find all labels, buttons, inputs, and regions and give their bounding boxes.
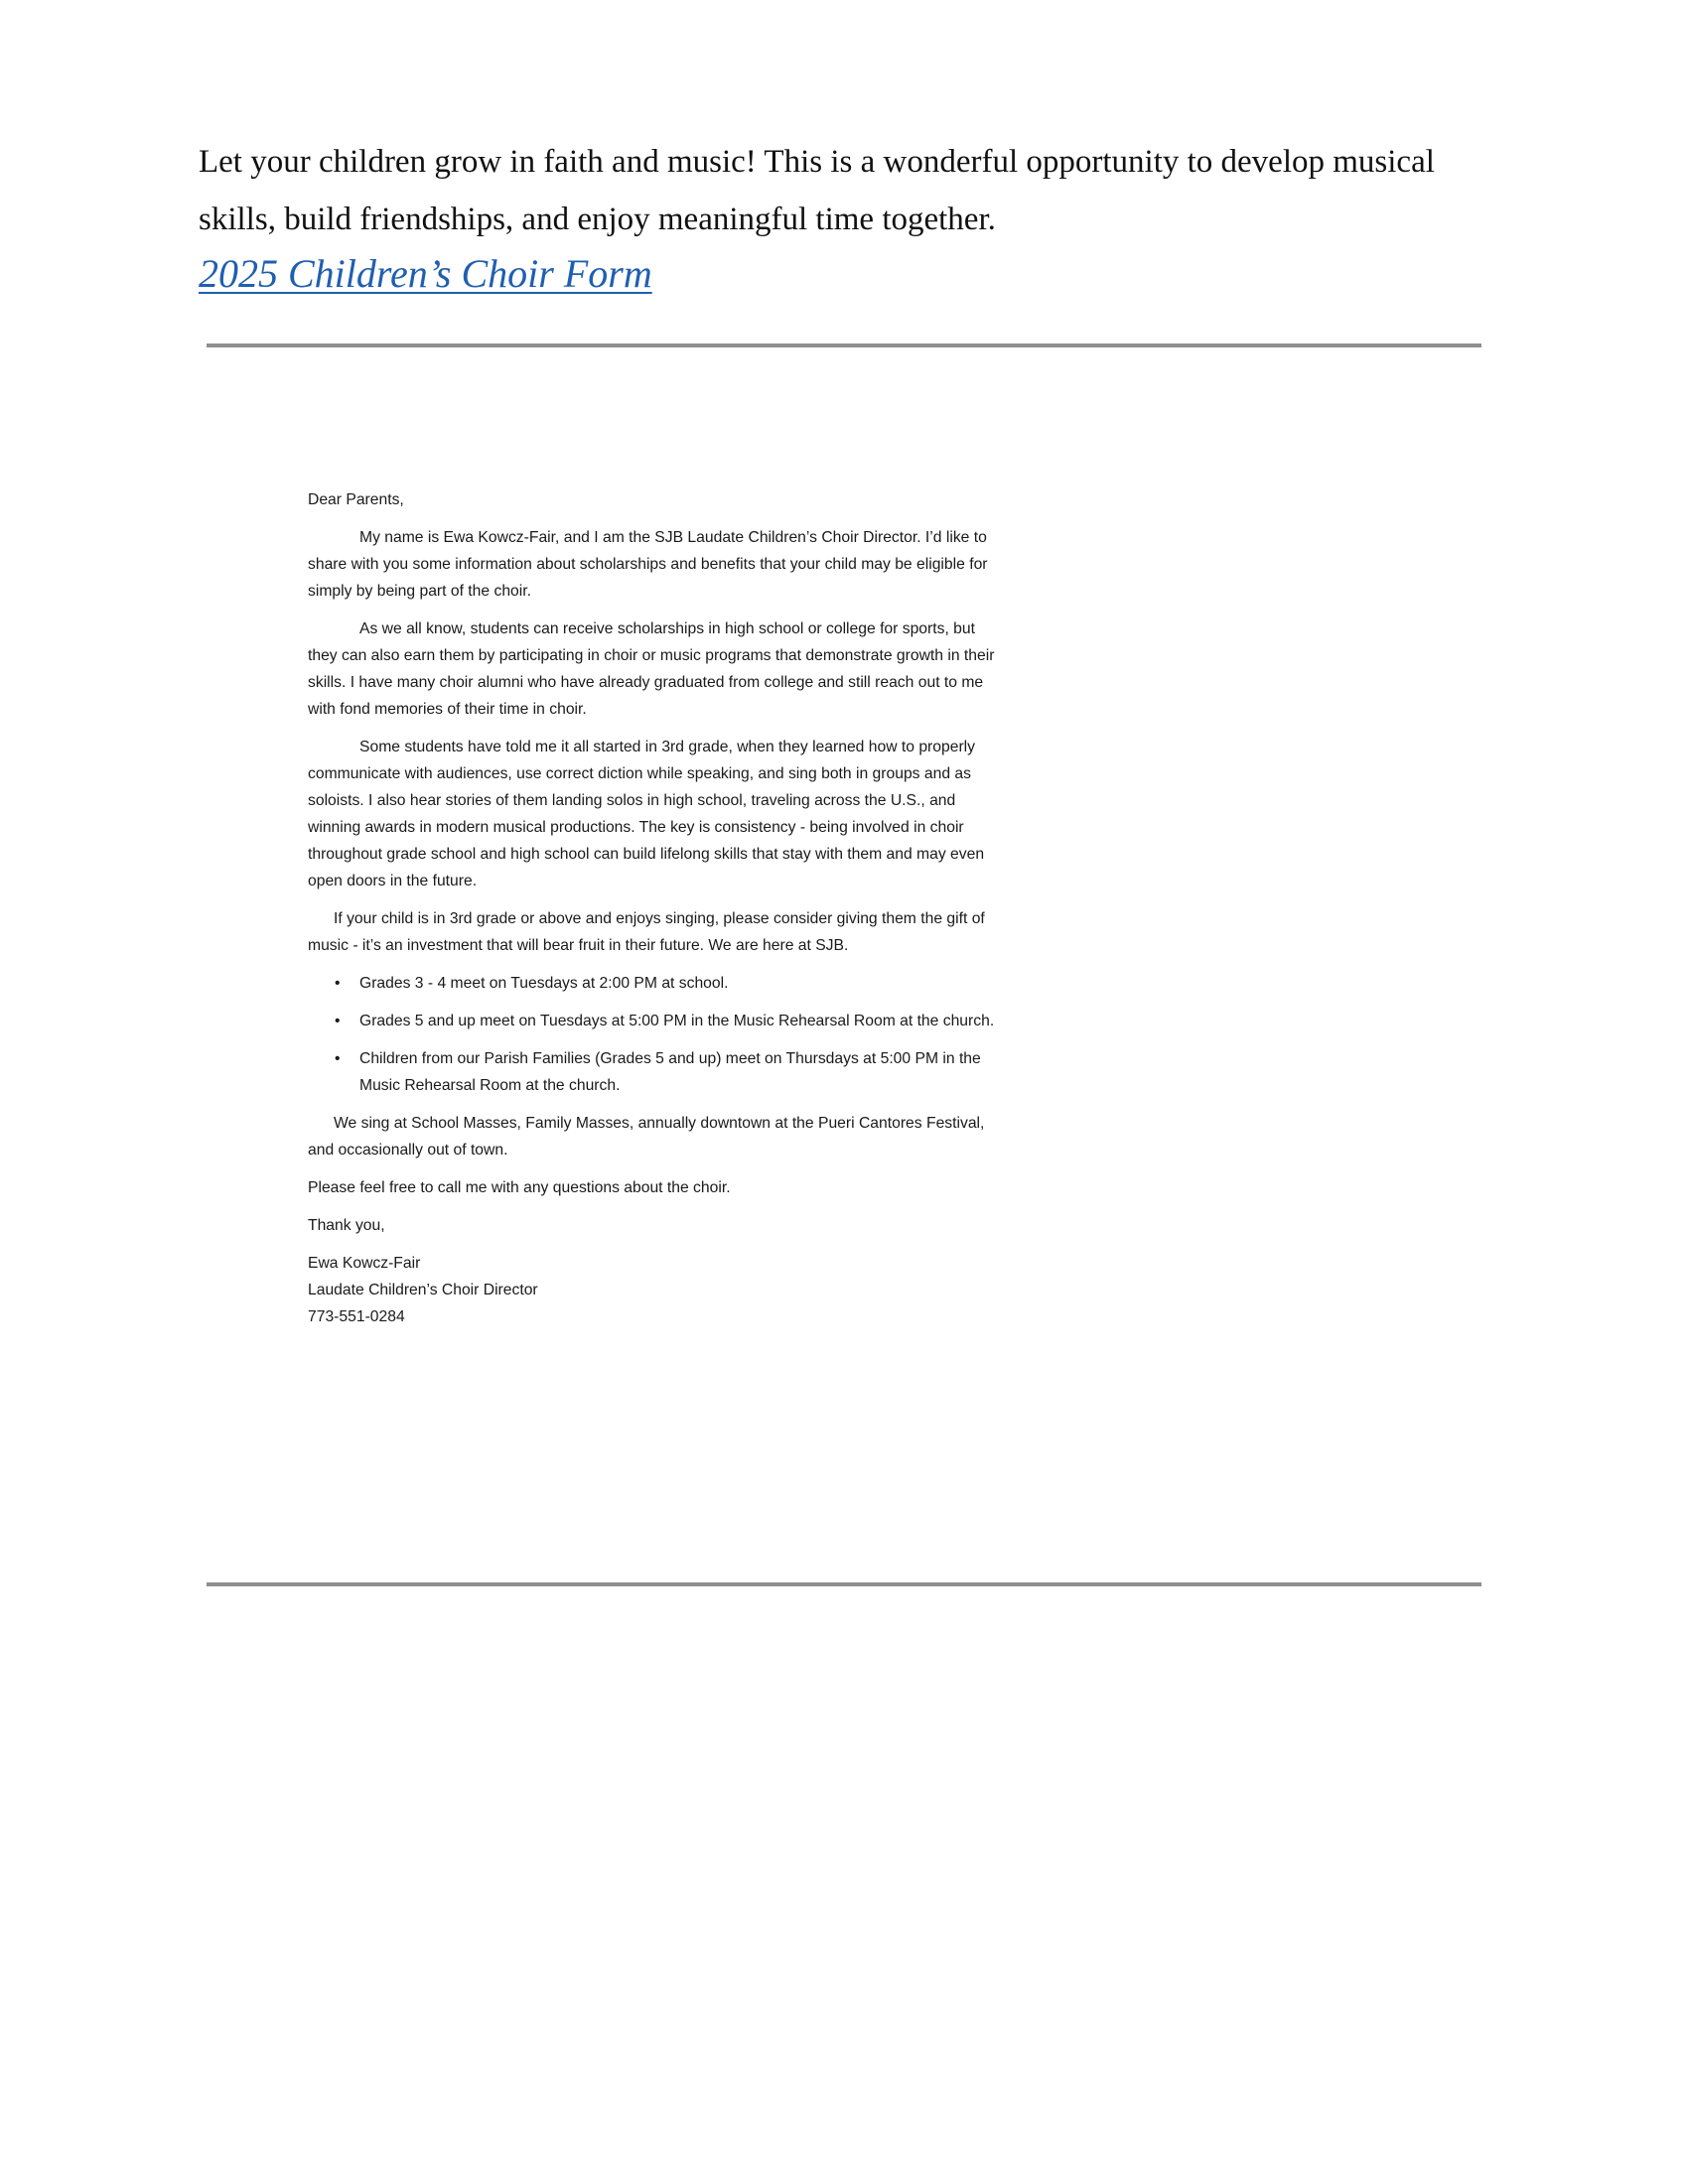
top-divider — [207, 343, 1481, 347]
letter-closing: Thank you, — [308, 1217, 385, 1234]
schedule-list — [308, 970, 995, 1099]
bottom-divider — [207, 1582, 1481, 1586]
intro-paragraph: Let your children grow in faith and music! This is a wonderful opportunity to develop musical skills, build friendships, and enjoy meaningful time together. — [199, 144, 1435, 237]
performances-paragraph: We sing at School Masses, Family Masses, annually downtown at the Pueri Cantores Festival, and occasionally out of town. — [308, 1115, 985, 1159]
letter-paragraph: Some students have told me it all started in 3rd grade, when they learned how to properly communicate with audiences, use correct diction while speaking, and sing both in groups and as soloists. I also hear stories of them landing solos in high school, traveling across the U.S., and winning awards in modern musical productions. The key is consistency - being involved in choir throughout grade school and high school can build lifelong skills that stay with them and may even open doors in the future. — [308, 739, 985, 889]
signature-title: Laudate Children’s Choir Director — [308, 1282, 538, 1298]
bullet-icon: • — [335, 1050, 341, 1067]
schedule-item — [308, 1045, 995, 1099]
signature-block — [308, 1250, 995, 1330]
schedule-item-text: Grades 5 and up meet on Tuesdays at 5:00 PM in the Music Rehearsal Room at the church. — [359, 1013, 995, 1029]
parent-letter — [308, 486, 995, 1330]
signature-phone: 773-551-0284 — [308, 1308, 405, 1325]
contact-line: Please feel free to call me with any questions about the choir. — [308, 1179, 731, 1196]
schedule-item-text: Grades 3 - 4 meet on Tuesdays at 2:00 PM at school. — [359, 975, 729, 992]
schedule-item — [308, 1008, 995, 1034]
signature-name: Ewa Kowcz-Fair — [308, 1255, 421, 1272]
bullet-icon: • — [335, 975, 341, 992]
letter-paragraph: My name is Ewa Kowcz-Fair, and I am the SJB Laudate Children’s Choir Director. I’d like to share with you some information about scholarships and benefits that your child may be eligible for simply by being part of the choir. — [308, 529, 988, 600]
schedule-item-text: Children from our Parish Families (Grades 5 and up) meet on Thursdays at 5:00 PM in the Music Rehearsal Room at the church. — [359, 1050, 981, 1094]
schedule-item — [308, 970, 995, 997]
letter-paragraph: If your child is in 3rd grade or above and enjoys singing, please consider giving them the gift of music - it’s an investment that will bear fruit in their future. We are here at SJB. — [308, 910, 985, 954]
letter-paragraph: As we all know, students can receive scholarships in high school or college for sports, but they can also earn them by participating in choir or music programs that demonstrate growth in their skills. I have many choir alumni who have already graduated from college and still reach out to me with fond memories of their time in choir. — [308, 620, 995, 718]
choir-form-link[interactable]: 2025 Children’s Choir Form — [199, 251, 652, 296]
bullet-icon: • — [335, 1013, 341, 1029]
letter-greeting: Dear Parents, — [308, 491, 404, 508]
